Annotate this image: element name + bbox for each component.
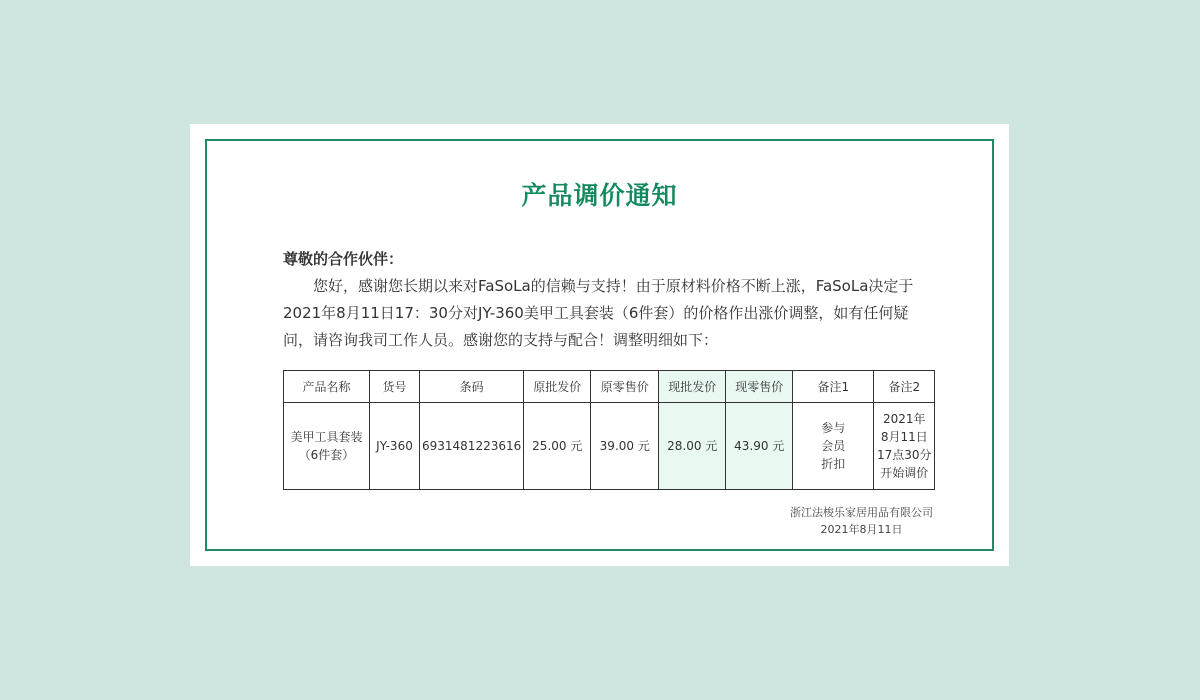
notice-footer [790,504,933,538]
table-header-row [284,371,935,403]
note2-line: 开始调价 [880,466,929,480]
header-new-retail: 现零售价 [726,371,793,403]
notice-salutation: 尊敬的合作伙伴： [283,250,404,268]
note1-line: 会员 [821,439,846,453]
header-old-wholesale: 原批发价 [524,371,591,403]
price-table-wrapper [283,370,935,490]
product-spec-line: （6件套） [298,448,355,462]
note1-line: 参与 [821,421,846,435]
header-new-wholesale: 现批发价 [659,371,726,403]
notice-title: 产品调价通知 [521,181,678,210]
header-sku: 货号 [370,371,420,403]
header-barcode: 条码 [420,371,524,403]
header-product-name: 产品名称 [284,371,370,403]
cell-note2 [874,403,935,490]
cell-barcode: 6931481223616 [420,403,524,490]
header-note2: 备注2 [874,371,935,403]
note1-line: 折扣 [821,457,846,471]
notice-body: 您好，感谢您长期以来对FaSoLa的信赖与支持！由于原材料价格不断上涨，FaSoLa决定于2021年8月11日17：30分对JY-360美甲工具套装（6件套）的价格作出涨价调整，如有任何疑问，请咨询我司工作人员。感谢您的支持与配合！调整明细如下： [283,277,914,349]
note2-line: 17点30分 [876,448,932,462]
cell-product-name [284,403,370,490]
cell-new-retail: 43.90 元 [726,403,793,490]
note2-line: 8月11日 [880,430,928,444]
cell-old-wholesale: 25.00 元 [524,403,591,490]
header-old-retail: 原零售价 [591,371,659,403]
table-row [284,403,935,490]
company-name: 浙江法梭乐家居用品有限公司 [790,506,933,519]
header-note1: 备注1 [793,371,874,403]
notice-sheet [190,124,1009,566]
cell-sku: JY-360 [370,403,420,490]
price-adjustment-table [283,370,935,490]
cell-new-wholesale: 28.00 元 [659,403,726,490]
note2-line: 2021年 [882,412,926,426]
notice-date: 2021年8月11日 [820,523,903,536]
cell-note1 [793,403,874,490]
cell-old-retail: 39.00 元 [591,403,659,490]
product-name-line: 美甲工具套装 [290,430,363,444]
